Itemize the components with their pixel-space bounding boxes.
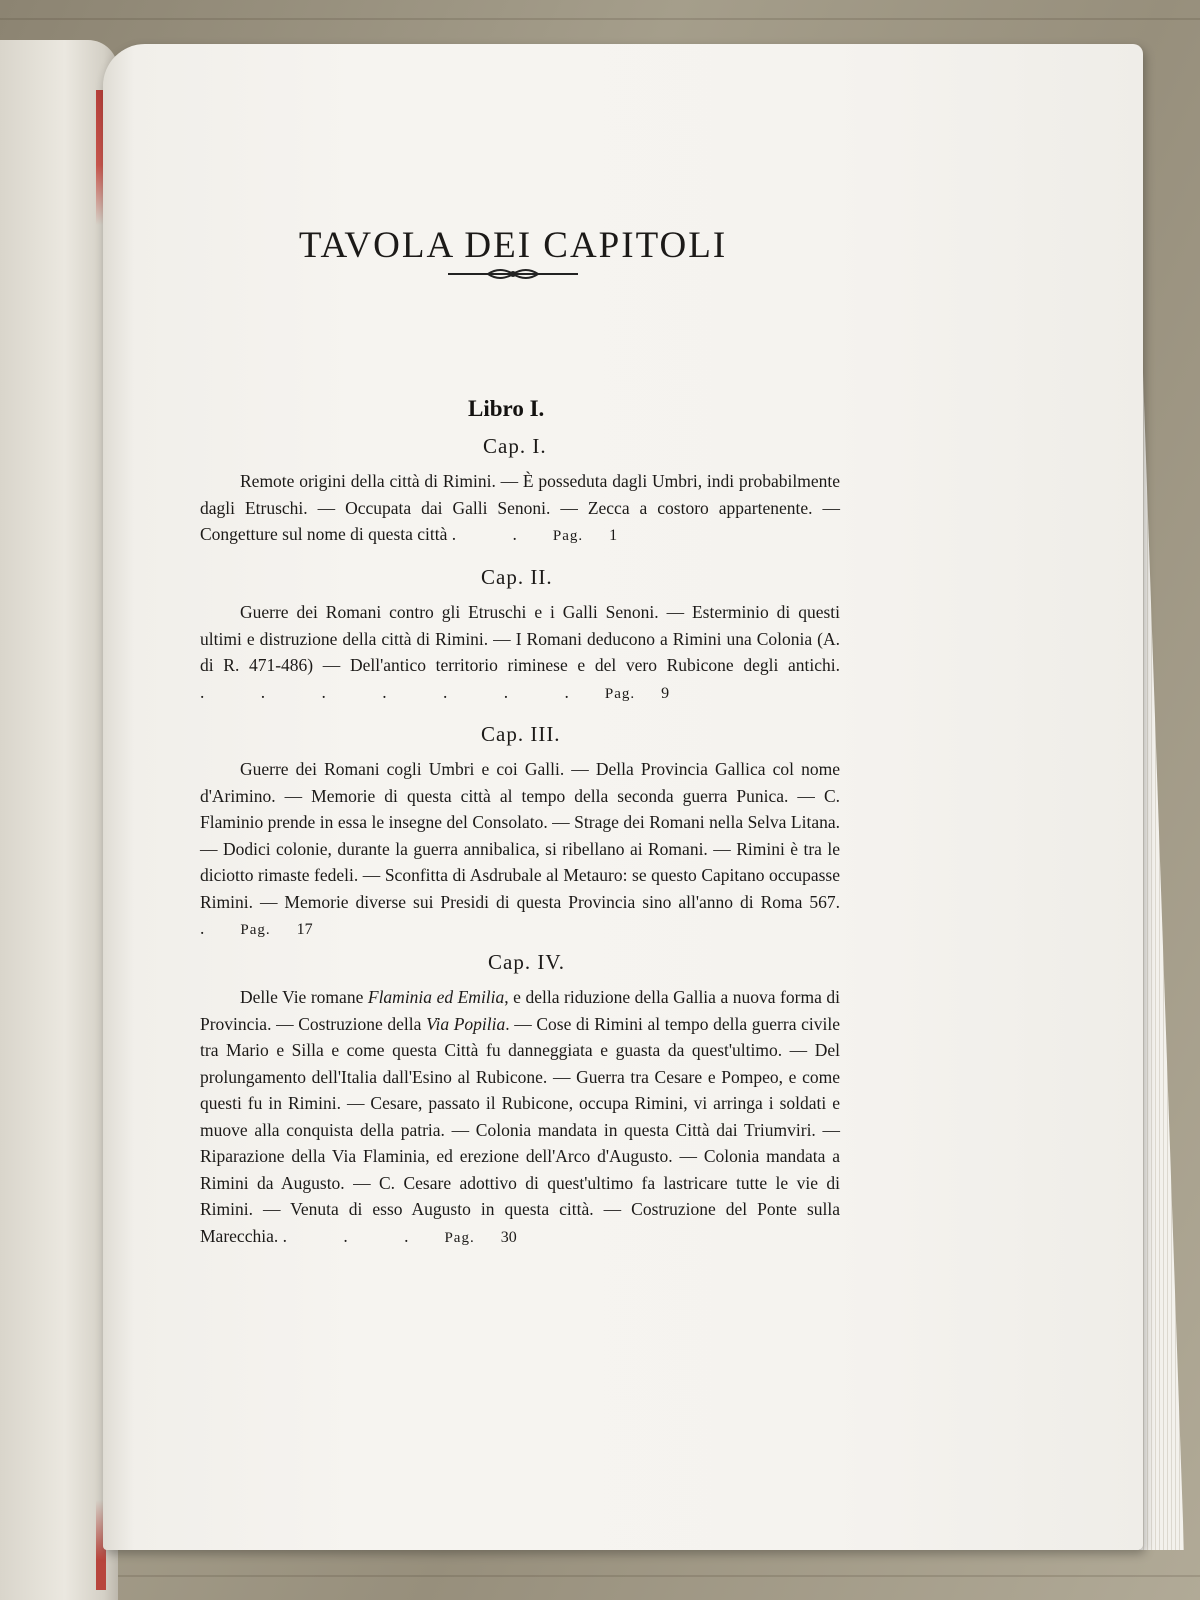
page-content bbox=[103, 44, 1143, 1550]
leader-dots: . . bbox=[451, 524, 543, 544]
text-run: , e della riduzione della Gallia a nuova forma di Provincia. — Costruzione della bbox=[200, 987, 840, 1034]
chapter-entry-3 bbox=[200, 756, 840, 944]
leader-dots: . bbox=[200, 918, 231, 938]
page-number: 1 bbox=[609, 527, 618, 544]
libro-heading: Libro I. bbox=[468, 396, 545, 421]
leader-dots: . . . bbox=[282, 1225, 435, 1246]
leader-dots: . . . . . . . bbox=[200, 681, 595, 702]
page-label: Pag. bbox=[552, 528, 584, 544]
page-label: Pag. bbox=[240, 922, 271, 938]
page-reference bbox=[452, 524, 617, 544]
chapter-heading-3: Cap. III. bbox=[481, 722, 561, 746]
text-run: Guerre dei Romani cogli Umbri e coi Galli. — Della Provincia Gallica col nome d'Arimino. — Memorie di questa città al tempo della seconda guerra Punica. — C. Flaminio prende in essa le insegne del Consolato. — Strage dei Romani nella Selva Litana. — Dodici colonie, durante la guerra annibalica, si ribellano ai Romani. — Rimini è tra le diciotto rimaste fedeli. — Sconfitta di Asdrubale al Metauro: se questo Capitano occupasse Rimini. — Memorie diverse sui Presidi di questa Provincia sino all'anno di Roma 567. bbox=[200, 759, 840, 912]
page-title: TAVOLA DEI CAPITOLI bbox=[298, 225, 728, 266]
chapter-heading-4: Cap. IV. bbox=[488, 950, 566, 974]
page-number: 17 bbox=[296, 921, 313, 938]
italic-run: Via Popilia bbox=[426, 1013, 506, 1034]
page-reference bbox=[200, 682, 669, 702]
chapter-entry-1 bbox=[200, 468, 840, 550]
chapter-entry-4 bbox=[200, 984, 840, 1251]
italic-run: Flaminia ed Emilia bbox=[367, 987, 505, 1007]
page-label: Pag. bbox=[604, 685, 636, 702]
page-number: 30 bbox=[500, 1228, 517, 1246]
title-ornament bbox=[448, 266, 578, 282]
chapter-entry-2 bbox=[200, 599, 840, 707]
chapter-heading-2: Cap. II. bbox=[481, 565, 553, 589]
text-run: Remote origini della città di Rimini. — È posseduta dagli Umbri, indi probabilmente dagli Etruschi. — Occupata dai Galli Senoni. — Zecca a costoro appartenente. — Congetture sul nome di questa città bbox=[200, 471, 840, 544]
chapter-heading-1: Cap. I. bbox=[483, 434, 547, 458]
page-reference bbox=[200, 918, 313, 938]
page-number: 9 bbox=[661, 684, 670, 702]
text-run: Delle Vie romane bbox=[240, 987, 368, 1007]
page-reference bbox=[283, 1226, 517, 1246]
book-page bbox=[103, 44, 1143, 1550]
page-label: Pag. bbox=[444, 1229, 475, 1246]
text-run: Guerre dei Romani contro gli Etruschi e i Galli Senoni. — Esterminio di questi ultimi e distruzione della città di Rimini. — I Romani deducono a Rimini una Colonia (A. di R. 471-486) — Dell'antico territorio riminese e del vero Rubicone degli antichi. bbox=[200, 602, 840, 675]
text-run: . — Cose di Rimini al tempo della guerra civile tra Mario e Silla e come questa Città fu danneggiata e guasta da quest'ultimo. — Del prolungamento dell'Italia dall'Esino al Rubicone. — Guerra tra Cesare e Pompeo, e come questi fu in Rimini. — Cesare, passato il Rubicone, occupa Rimini, vi arringa i soldati e muove alla conquista della patria. — Colonia mandata in questa Città dai Triumviri. — Riparazione della Via Flaminia, ed erezione dell'Arco d'Augusto. — Colonia mandata a Rimini da Augusto. — C. Cesare adottivo di quest'ultimo fa lastricare tutte le vie di Rimini. — Venuta di esso Augusto in questa città. — Costruzione del Ponte sulla Marecchia. bbox=[200, 1013, 840, 1246]
